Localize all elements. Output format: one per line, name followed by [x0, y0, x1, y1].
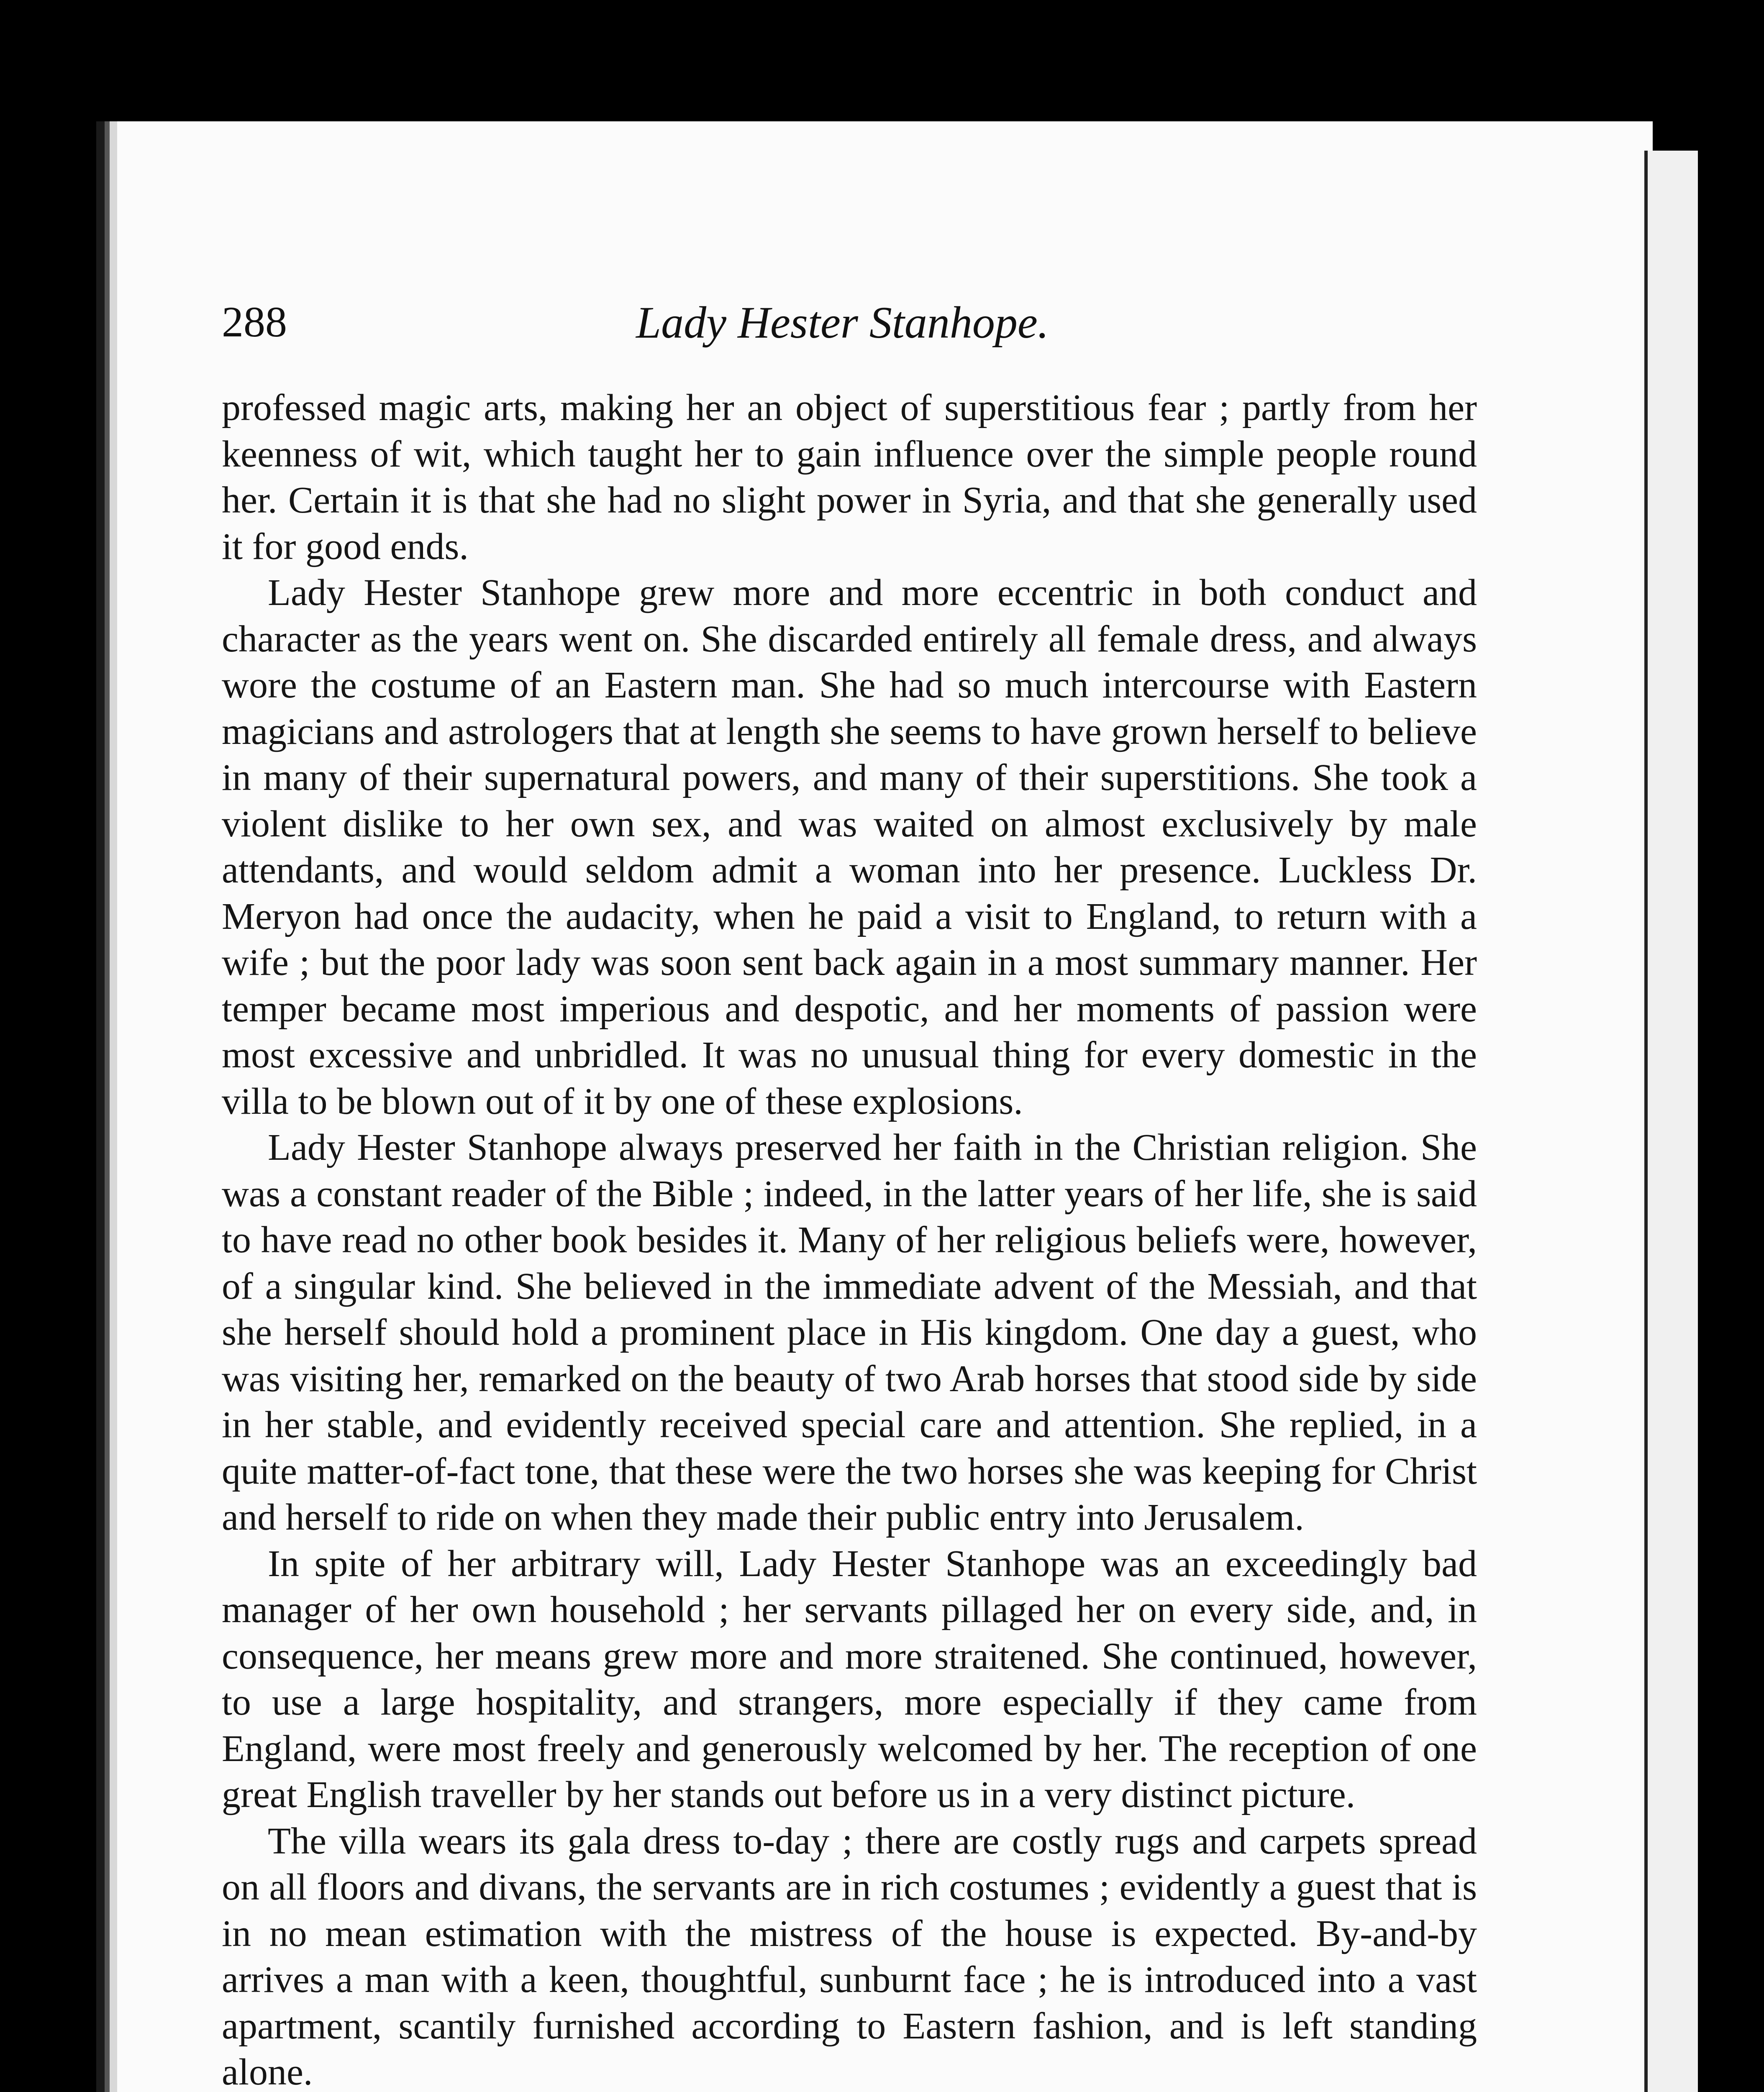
page-number: 288 — [222, 298, 287, 346]
next-page-edge — [1644, 151, 1698, 2092]
paragraph: The villa wears its gala dress to-day ; there are costly rugs and carpets spread on all floors and divans, the servants are in rich costumes ; evidently a guest that is in no mean estimation with the mistress of the house is expected. By-and-by arrives a man with a keen, thoughtful, sunburnt face ; he is introduced into a vast apartment, scantily furnished according to Eastern fashion, and is left standing alone. — [222, 1820, 1477, 2092]
paragraph: In spite of her arbitrary will, Lady Hester Stanhope was an exceedingly bad manager of her own household ; her servants pillaged her on every side, and, in consequence, her means grew more and more straitened. She continued, however, to use a large hospitality, and strangers, more especially if they came from England, were most freely and generously welcomed by her. The reception of one great English traveller by her stands out before us in a very distinct picture. — [222, 1543, 1477, 1815]
page-header — [222, 289, 1100, 351]
running-title: Lady Hester Stanhope. — [636, 298, 1049, 348]
paragraph: professed magic arts, making her an object of superstitious fear ; partly from her keenness of wit, which taught her to gain influence over the simple people round her. Certain it is that she had no slight power in Syria, and that she generally used it for good ends. — [222, 387, 1477, 567]
paragraph: Lady Hester Stanhope grew more and more eccentric in both conduct and character as the years went on. She discarded entirely all female dress, and always wore the costume of an Eastern man. She had so much intercourse with Eastern magicians and astrologers that at length she seems to have grown herself to believe in many of their supernatural powers, and many of their superstitions. She took a violent dislike to her own sex, and was waited on almost exclusively by male attendants, and would seldom admit a woman into her presence. Luckless Dr. Meryon had once the audacity, when he paid a visit to England, to return with a wife ; but the poor lady was soon sent back again in a most summary manner. Her temper became most imperious and despotic, and her moments of passion were most excessive and unbridled. It was no unusual thing for every domestic in the villa to be blown out of it by one of these explosions. — [222, 572, 1477, 1122]
paragraph: Lady Hester Stanhope always preserved her faith in the Christian religion. She was a constant reader of the Bible ; indeed, in the latter years of her life, she is said to have read no other book besides it. Many of her religious beliefs were, however, of a singular kind. She believed in the immediate advent of the Messiah, and that she herself should hold a prominent place in His kingdom. One day a guest, who was visiting her, remarked on the beauty of two Arab horses that stood side by side in her stable, and evidently received special care and attention. She replied, in a quite matter-of-fact tone, that these were the two horses she was keeping for Christ and herself to ride on when they made their public entry into Jerusalem. — [222, 1127, 1477, 1538]
body-text — [222, 385, 1477, 2092]
